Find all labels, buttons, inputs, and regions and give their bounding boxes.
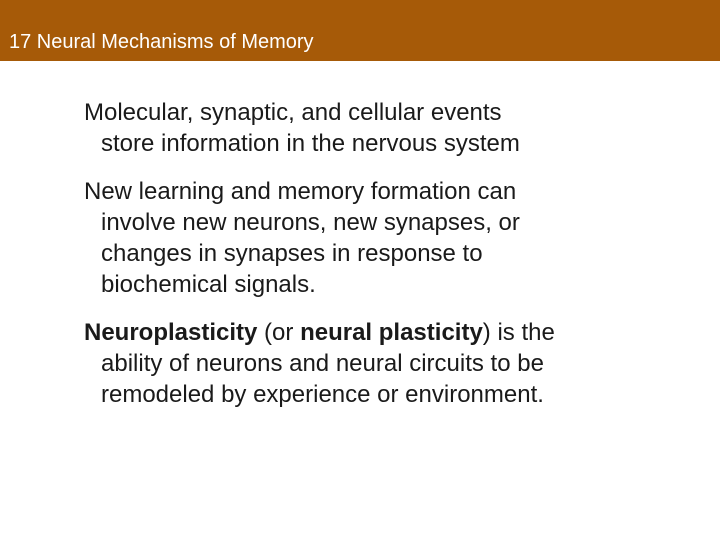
paragraph-neuroplasticity bbox=[84, 317, 684, 410]
paragraph-events-line-2: store information in the nervous system bbox=[101, 130, 520, 157]
paragraph-events-line-1: Molecular, synaptic, and cellular events bbox=[84, 99, 502, 126]
paragraph-learning bbox=[84, 176, 684, 300]
paragraph-learning-line-4: biochemical signals. bbox=[101, 271, 316, 298]
slide-title: 17 Neural Mechanisms of Memory bbox=[9, 31, 314, 53]
paragraph-learning-line-3: changes in synapses in response to bbox=[101, 240, 483, 267]
paragraph-learning-line-2: involve new neurons, new synapses, or bbox=[101, 209, 520, 236]
paragraph-events bbox=[84, 97, 684, 159]
paragraph-neuroplasticity-connector-1: (or bbox=[257, 319, 301, 346]
slide-body bbox=[84, 97, 684, 410]
paragraph-learning-line-1: New learning and memory formation can bbox=[84, 178, 517, 205]
term-neuroplasticity: Neuroplasticity bbox=[84, 319, 258, 346]
paragraph-neuroplasticity-line-2: ability of neurons and neural circuits to be bbox=[101, 350, 544, 377]
term-neural-plasticity: neural plasticity bbox=[300, 319, 483, 346]
paragraph-neuroplasticity-connector-2: ) is the bbox=[482, 319, 555, 346]
title-bar bbox=[0, 0, 720, 61]
paragraph-neuroplasticity-line-3: remodeled by experience or environment. bbox=[101, 381, 544, 408]
